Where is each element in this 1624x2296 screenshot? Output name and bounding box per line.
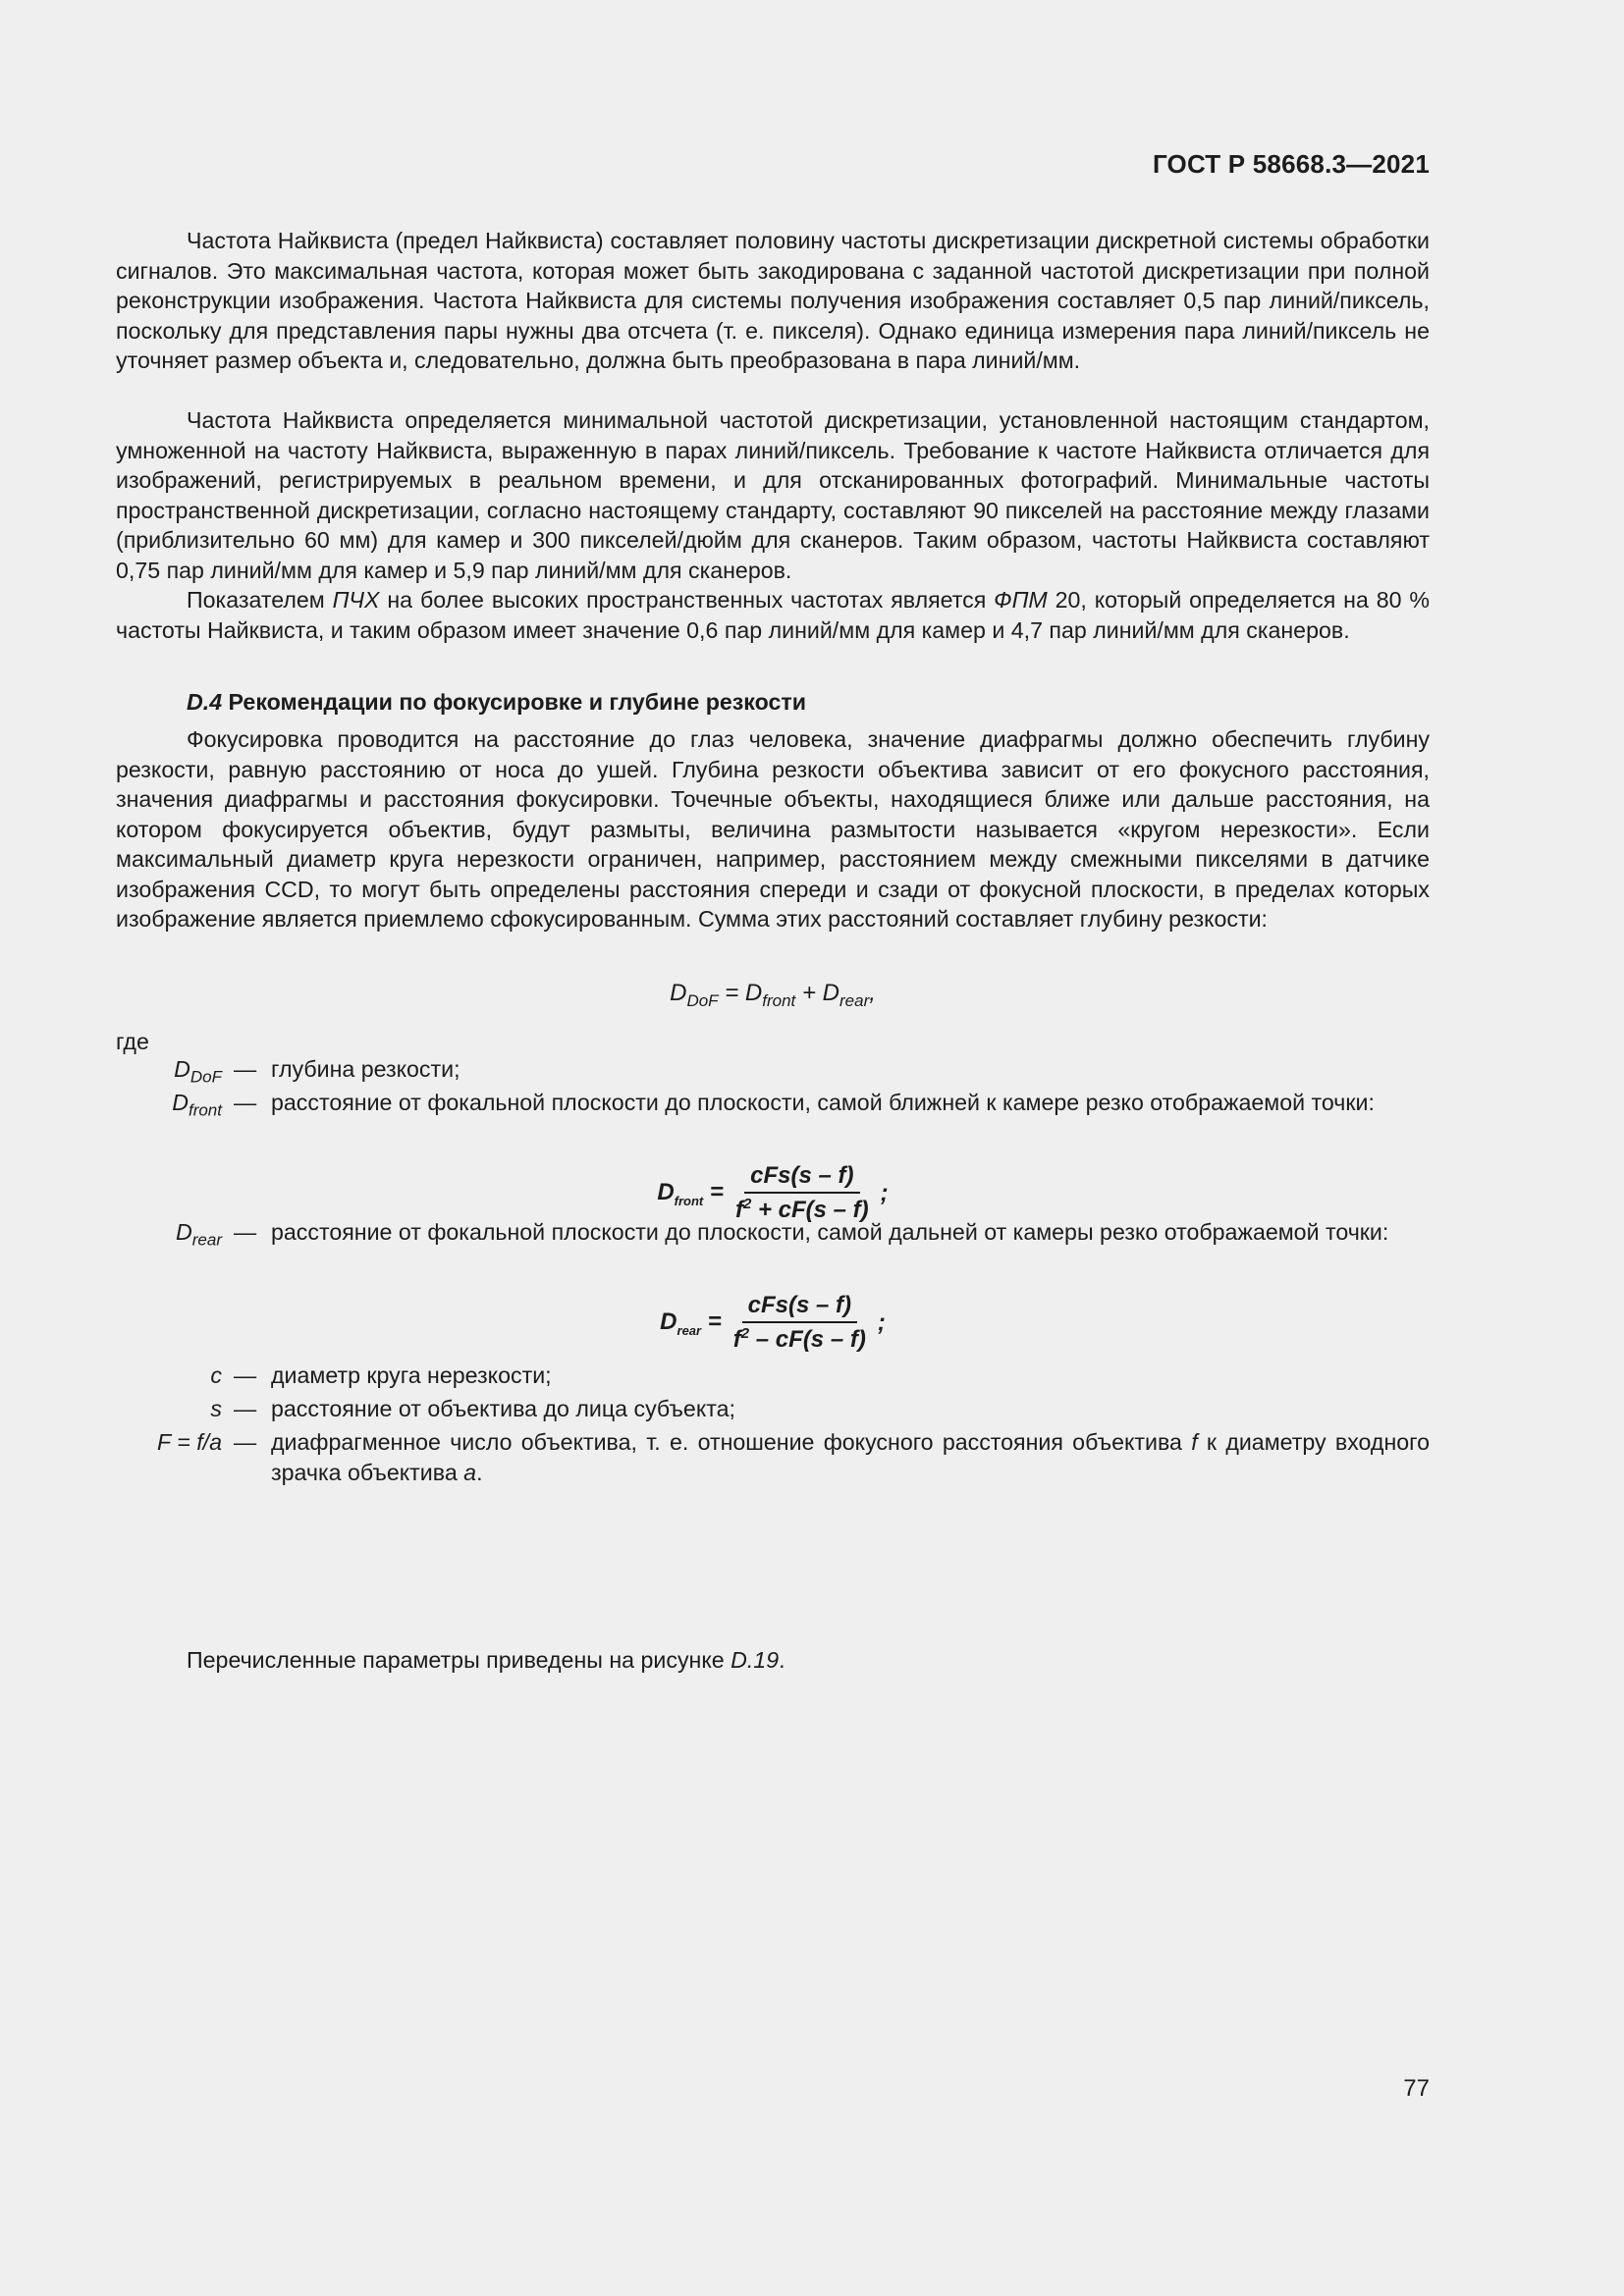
definition-ddof [116,1054,1430,1085]
definition-symbol: $D_{DoF}$ [174,1056,222,1087]
definition-c [116,1361,1430,1391]
equation-depth-of-field [116,980,1430,1011]
eq-punct: , [869,980,876,1006]
definition-dash: — [234,1429,257,1455]
formula-lhs: $D_{front}$ = [657,1178,724,1208]
formula-punct: ; [877,1308,886,1336]
eq-operator: = [718,980,745,1006]
definition-text: расстояние от фокальной плоскости до плоскости, самой ближней к камере резко отображаемой точки: [271,1090,1375,1115]
paragraph-figure-reference: Перечисленные параметры приведены на рисунке D.19. [187,1647,785,1673]
formula-punct: ; [880,1179,889,1206]
definition-dash: — [234,1090,257,1115]
definition-symbol: $D_{front}$ [172,1090,222,1120]
fraction-denominator: $f^2 - cF(s - f)$ [732,1325,866,1353]
definition-symbol: F = f/a [157,1429,222,1455]
section-number: D.4 [187,689,223,715]
document-code: ГОСТ Р 58668.3—2021 [1152,149,1430,179]
paragraph-mtf-indicator [116,585,1430,645]
eq-symbol: D [670,980,687,1006]
definition-drear [116,1217,1430,1248]
formula-drear [116,1292,1430,1354]
eq-subscript: rear [839,990,870,1010]
formula-dfront [116,1162,1430,1224]
page-number: 77 [1403,2075,1430,2102]
fraction [730,1162,875,1224]
eq-operator: + [795,980,823,1006]
eq-subscript: DoF [686,990,719,1010]
definition-text: расстояние от объектива до лица субъекта; [271,1396,735,1421]
definition-dash: — [234,1362,257,1388]
definition-text: расстояние от фокальной плоскости до плоскости, самой дальней от камеры резко отображаемой точки: [271,1219,1389,1245]
section-title: Рекомендации по фокусировке и глубине резкости [222,689,806,715]
fraction-numerator: cFs(s – f) [742,1292,857,1323]
eq-symbol: D [822,980,839,1006]
definition-text: диаметр круга нерезкости; [271,1362,552,1388]
eq-subscript: front [762,990,796,1010]
fraction [728,1292,872,1354]
definition-symbol: $D_{rear}$ [176,1219,222,1250]
definition-symbol: s [210,1396,222,1421]
formula-lhs: $D_{rear}$ = [660,1308,722,1338]
paragraph-nyquist-frequency: Частота Найквиста определяется минимальной частотой дискретизации, установленной настоящим стандартом, умноженной на частоту Найквиста, выраженную в парах линий/пиксель. Требование к частоте Найквиста отличается для изображений, регистрируемых в реальном времени, и для отсканированных фотографий. Минимальные частоты пространственной дискретизации, согласно настоящему стандарту, составляют 90 пикселей на расстояние между глазами (приблизительно 60 мм) для камер и 300 пикселей/дюйм для сканеров. Таким образом, частоты Найквиста составляют 0,75 пар линий/мм для камер и 5,9 пар линий/мм для сканеров. [116,407,1430,583]
text-fragment: Показателем [187,587,333,613]
definition-text: диафрагменное число объектива, т. е. отношение фокусного расстояния объектива f к диаметру входного зрачка объектива a. [271,1429,1430,1485]
definition-s [116,1394,1430,1424]
definition-dash: — [234,1056,257,1082]
definition-f-number [116,1427,1430,1487]
definition-dash: — [234,1396,257,1421]
definition-symbol: c [210,1362,222,1388]
abbr-fpm: ФПМ [994,587,1048,613]
fraction-numerator: cFs(s – f) [744,1162,859,1194]
eq-symbol: D [744,980,763,1006]
abbr-pchx: ПЧХ [332,587,380,613]
where-label: где [116,1029,149,1054]
fraction-denominator: $f^2 + cF(s - f)$ [734,1196,869,1223]
paragraph-nyquist-definition: Частота Найквиста (предел Найквиста) составляет половину частоты дискретизации дискретной системы обработки сигналов. Это максимальная частота, которая может быть закодирована с заданной частотой дискретизации при полной реконструкции изображения. Частота Найквиста для системы получения изображения составляет 0,5 пар линий/пиксель, поскольку для представления пары нужны два отсчета (т. е. пикселя). Однако единица измерения пара линий/пиксель не уточняет размер объекта и, следовательно, должна быть преобразована в пара линий/мм. [116,228,1430,373]
figure-reference: D.19 [731,1647,780,1673]
text-fragment: на более высоких пространственных частотах является [379,587,995,613]
definition-dash: — [234,1219,257,1245]
definition-dfront [116,1088,1430,1118]
paragraph-focusing: Фокусировка проводится на расстояние до глаз человека, значение диафрагмы должно обеспечить глубину резкости, равную расстоянию от носа до ушей. Глубина резкости объектива зависит от его фокусного расстояния, значения диафрагмы и расстояния фокусировки. Точечные объекты, находящиеся ближе или дальше расстояния, на котором фокусируется объектив, будут размыты, величина размытости называется «кругом нерезкости». Если максимальный диаметр круга нерезкости ограничен, например, расстоянием между смежными пикселями в датчике изображения CCD, то могут быть определены расстояния спереди и сзади от фокусной плоскости, в пределах которых изображение является приемлемо сфокусированным. Сумма этих расстояний составляет глубину резкости: [116,726,1430,932]
definition-text: глубина резкости; [271,1056,460,1082]
section-heading [187,689,806,716]
text-fragment: 20, который определяется на 80 % частоты Найквиста, и таким образом имеет значение 0,6 пар линий/мм для камер и 4,7 пар линий/мм для сканеров. [116,587,1431,643]
